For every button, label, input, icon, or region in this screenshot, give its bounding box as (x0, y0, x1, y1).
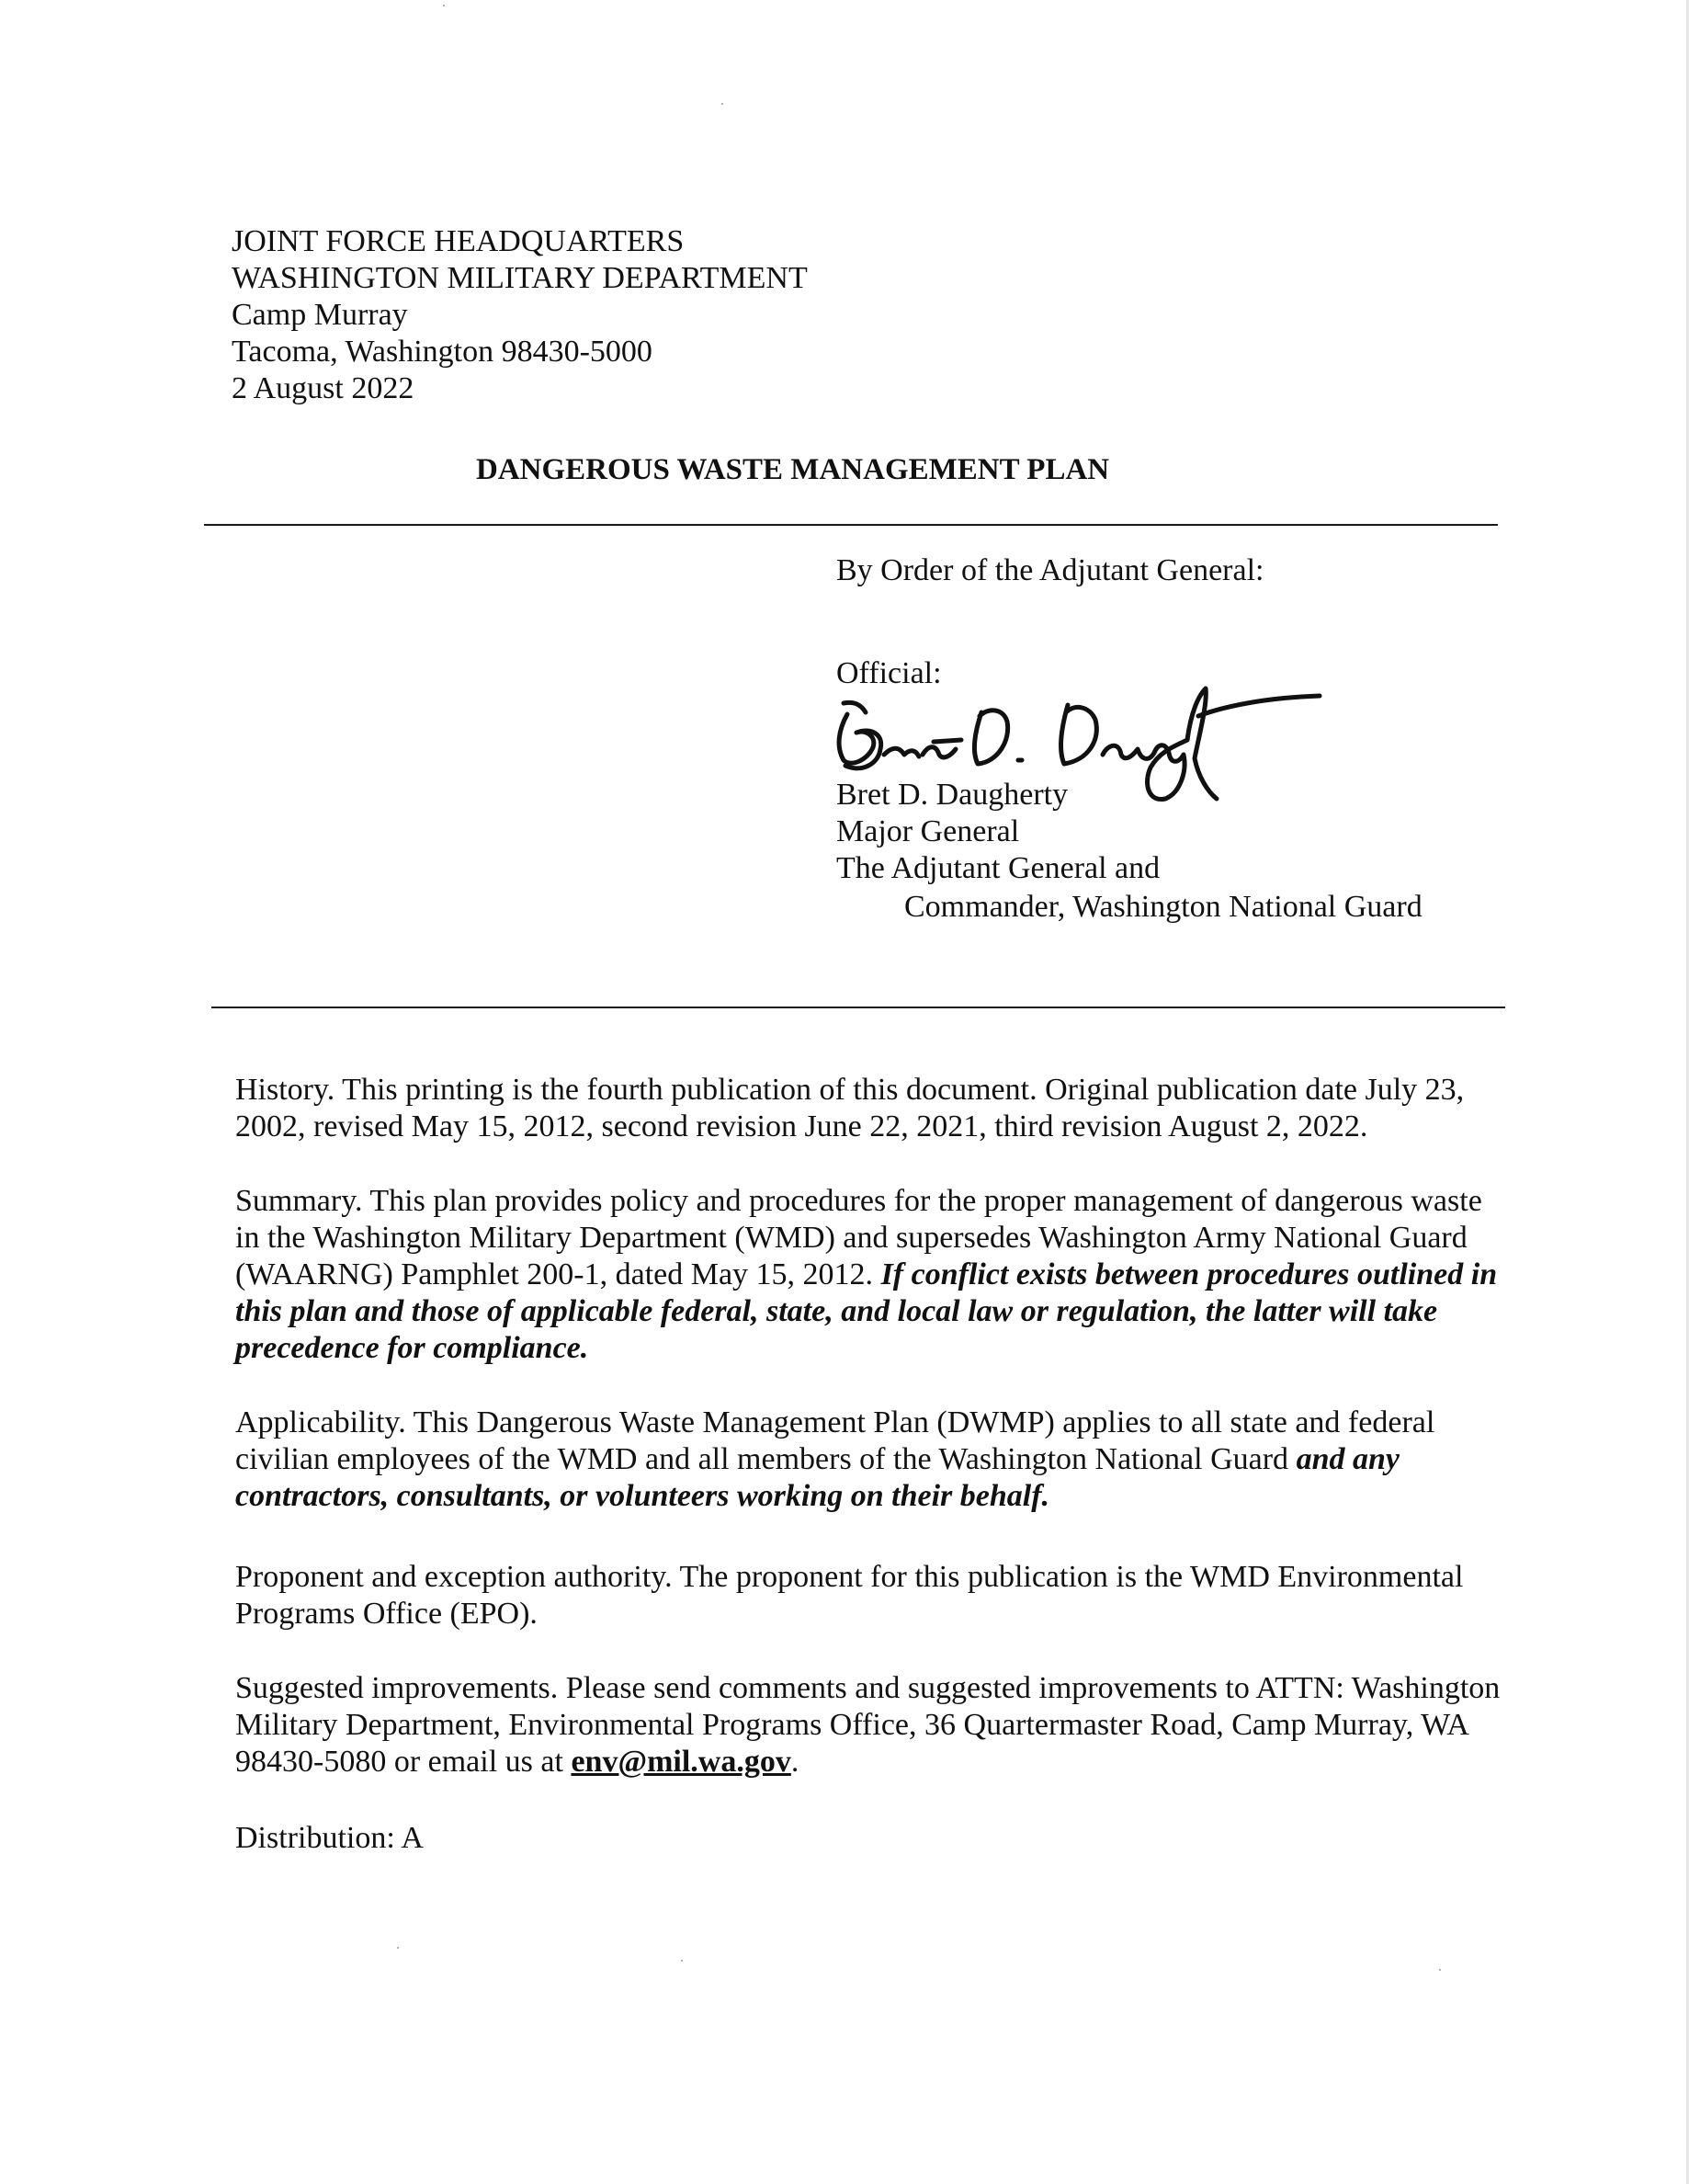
header-location-line: Camp Murray (232, 298, 408, 332)
suggested-improvements-period: . (790, 1745, 799, 1779)
distribution-paragraph (235, 1820, 1503, 1857)
suggested-improvements-text: Suggested improvements. Please send comments and suggested improvements to ATTN: Washington Military Department, Environmental Programs Office, 36 Quartermaster Road, Camp Murray, WA 98430-5080 or email us at (235, 1671, 1501, 1779)
header-org-line-1: JOINT FORCE HEADQUARTERS (232, 224, 685, 258)
suggested-improvements-paragraph (235, 1670, 1503, 1780)
scan-speck (443, 5, 445, 6)
applicability-paragraph (235, 1405, 1503, 1515)
signatory-name: Bret D. Daugherty (836, 778, 1069, 812)
bottom-divider (211, 1007, 1505, 1008)
proponent-paragraph (235, 1559, 1503, 1632)
summary-text: Summary. This plan provides policy and procedures for the proper management of dangerous waste in the Washington Military Department (WMD) and supersedes Washington Army National Guard (WAARNG) Pamphlet 200-1, dated May 15, 2012. (235, 1184, 1482, 1291)
header-date: 2 August 2022 (232, 371, 414, 405)
distribution-text: Distribution: A (235, 1821, 424, 1855)
document-title: DANGEROUS WASTE MANAGEMENT PLAN (476, 453, 1110, 486)
header-org-line-2: WASHINGTON MILITARY DEPARTMENT (232, 261, 808, 295)
by-order-line: By Order of the Adjutant General: (836, 553, 1264, 587)
scan-speck (681, 1960, 683, 1962)
summary-emphasis: If conflict exists between procedures outlined in this plan and those of applicable federal, state, and local law or regulation, the latter will take precedence for compliance. (235, 1257, 1498, 1365)
top-divider (204, 524, 1498, 526)
email-link[interactable]: env@mil.wa.gov (571, 1745, 791, 1779)
scan-speck (1439, 1969, 1441, 1971)
signatory-title-2: Commander, Washington National Guard (904, 890, 1423, 924)
history-paragraph (235, 1072, 1503, 1145)
applicability-emphasis: and any contractors, consultants, or volunteers working on their behalf. (235, 1442, 1400, 1513)
scan-speck (397, 1947, 399, 1949)
signatory-rank: Major General (836, 814, 1020, 848)
header-address-line: Tacoma, Washington 98430-5000 (232, 335, 652, 369)
summary-paragraph (235, 1183, 1503, 1367)
official-label: Official: (836, 656, 942, 690)
history-text: History. This printing is the fourth publication of this document. Original publication date July 23, 2002, revised May 15, 2012, second revision June 22, 2021, third revision August 2, 2022. (235, 1073, 1465, 1143)
scan-speck (721, 103, 723, 105)
proponent-text: Proponent and exception authority. The proponent for this publication is the WMD Environmental Programs Office (EPO). (235, 1560, 1464, 1631)
applicability-text: Applicability. This Dangerous Waste Management Plan (DWMP) applies to all state and federal civilian employees of the WMD and all members of the Washington National Guard (235, 1405, 1435, 1476)
signatory-title-1: The Adjutant General and (836, 851, 1161, 885)
